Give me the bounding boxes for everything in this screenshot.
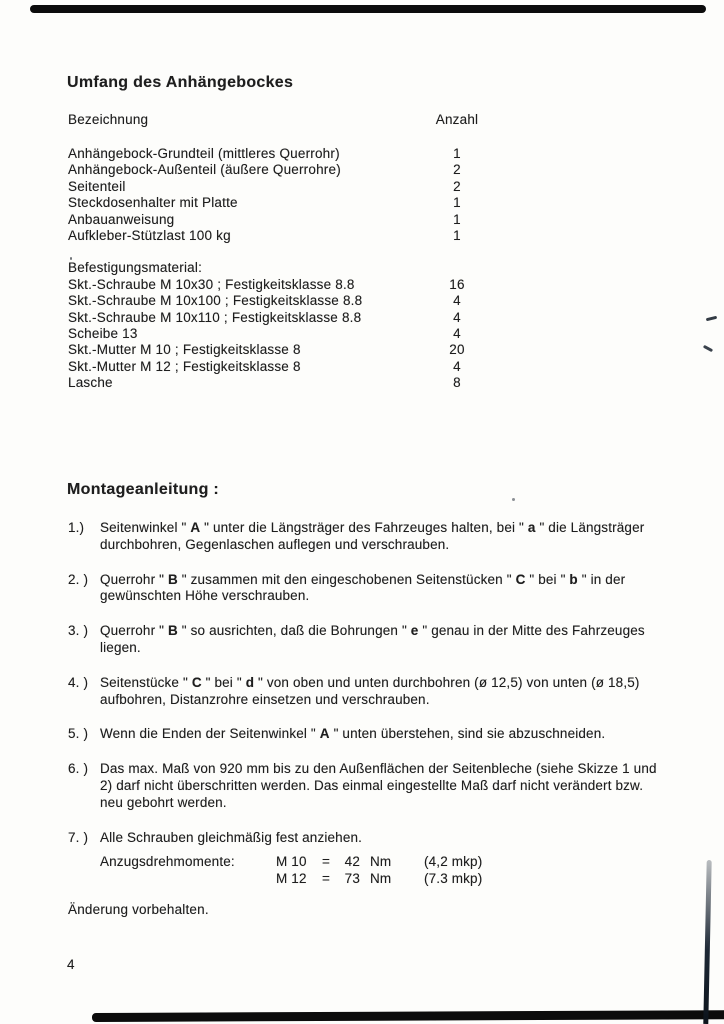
part-qty: 1 xyxy=(453,211,461,227)
parts-row xyxy=(68,359,489,375)
torque-block xyxy=(100,853,482,887)
part-qty: 4 xyxy=(453,309,461,325)
part-qty: 2 xyxy=(453,178,461,194)
part-label: Skt.-Mutter M 12 ; Festigkeitsklasse 8 xyxy=(68,358,301,374)
scan-artifact-bottom-bar xyxy=(92,1010,724,1022)
column-header-bezeichnung: Bezeichnung xyxy=(68,112,149,127)
instruction-steps xyxy=(68,520,664,846)
part-label: Skt.-Schraube M 10x110 ; Festigkeitsklasse 8.8 xyxy=(68,309,362,325)
part-qty: 1 xyxy=(453,146,461,161)
step-number: 4. ) xyxy=(68,674,89,690)
part-qty: 4 xyxy=(453,358,461,374)
change-reservation-note: Änderung vorbehalten. xyxy=(68,902,209,917)
step-text: Seitenstücke " C " bei " d " von oben und unten durchbohren (ø 12,5) von unten (ø 18,5) aufbohren, Distanzrohre einsetzen und verschrauben. xyxy=(100,674,640,707)
part-label: Seitenteil xyxy=(68,178,126,194)
scan-artifact-mark xyxy=(703,345,713,352)
torque-rows xyxy=(276,853,482,887)
step-number: 1.) xyxy=(68,520,85,535)
part-label: Skt.-Schraube M 10x30 ; Festigkeitsklasse 8.8 xyxy=(68,276,355,292)
step-number: 3. ) xyxy=(68,623,89,639)
torque-value: 73 xyxy=(344,871,360,886)
scan-artifact-speck xyxy=(512,498,515,501)
parts-row xyxy=(68,195,489,211)
part-qty: 1 xyxy=(453,195,461,211)
part-label: Anhängebock-Grundteil (mittleres Querrohr) xyxy=(68,146,340,161)
torque-alt-unit: (4,2 mkp) xyxy=(424,854,483,869)
scan-artifact-top-bar xyxy=(30,5,706,13)
page-number: 4 xyxy=(67,957,75,972)
step-text: Wenn die Enden der Seitenwinkel " A " unten überstehen, sind sie abzuschneiden. xyxy=(100,726,606,742)
step-text: Querrohr " B " zusammen mit den eingeschobenen Seitenstücken " C " bei " b " in der gewünschten Höhe verschrauben. xyxy=(100,571,626,604)
parts-table-header xyxy=(68,112,489,127)
step-number: 5. ) xyxy=(68,726,89,742)
instruction-step xyxy=(68,830,664,847)
fasteners-heading: Befestigungsmaterial: xyxy=(68,260,203,276)
part-label: Anhängebock-Außenteil (äußere Querrohre) xyxy=(68,162,341,178)
parts-section-title: Umfang des Anhängebockes xyxy=(67,74,294,91)
torque-row xyxy=(276,853,482,870)
torque-bolt: M 12 xyxy=(276,871,307,886)
parts-row xyxy=(68,162,489,178)
part-label: Anbauanweisung xyxy=(68,211,175,227)
parts-row xyxy=(68,326,489,342)
step-text: Alle Schrauben gleichmäßig fest anziehen. xyxy=(100,829,363,845)
parts-row xyxy=(68,277,489,293)
torque-value: 42 xyxy=(344,854,360,869)
parts-row xyxy=(68,342,489,358)
torque-bolt: M 10 xyxy=(276,854,307,869)
scan-artifact-right-edge-streak xyxy=(703,860,711,1024)
part-label: Aufkleber-Stützlast 100 kg xyxy=(68,228,231,244)
part-label: Scheibe 13 xyxy=(68,326,138,342)
torque-row xyxy=(276,870,482,887)
torque-equals: = xyxy=(321,854,331,869)
instruction-step xyxy=(68,520,664,554)
parts-table xyxy=(68,146,489,392)
step-number: 7. ) xyxy=(68,829,89,845)
part-qty: 20 xyxy=(449,342,465,358)
instruction-step xyxy=(68,623,664,657)
instructions-title: Montageanleitung : xyxy=(67,481,220,498)
scan-artifact-right-edge-line xyxy=(709,585,710,865)
parts-row xyxy=(68,310,489,326)
part-qty: 1 xyxy=(453,228,461,244)
column-header-anzahl: Anzahl xyxy=(435,112,479,127)
scan-artifact-mark xyxy=(706,316,717,322)
step-text: Querrohr " B " so ausrichten, daß die Bohrungen " e " genau in der Mitte des Fahrzeuges liegen. xyxy=(100,623,645,655)
step-number: 6. ) xyxy=(68,761,89,777)
part-qty: 4 xyxy=(453,293,461,309)
part-qty: 4 xyxy=(453,326,461,342)
instruction-step xyxy=(68,675,664,709)
parts-row xyxy=(68,212,489,228)
part-qty: 2 xyxy=(453,162,461,178)
parts-row xyxy=(68,228,489,244)
torque-label: Anzugsdrehmomente: xyxy=(100,854,235,869)
instruction-step xyxy=(68,572,664,606)
torque-equals: = xyxy=(321,871,331,886)
part-label: Skt.-Mutter M 10 ; Festigkeitsklasse 8 xyxy=(68,342,301,358)
part-qty: 8 xyxy=(453,375,461,391)
instruction-step xyxy=(68,726,664,743)
step-number: 2. ) xyxy=(68,571,89,587)
step-text: Seitenwinkel " A " unter die Längsträger des Fahrzeuges halten, bei " a " die Längsträger durchbohren, Gegenlaschen auflegen und verschrauben. xyxy=(100,520,645,552)
parts-row xyxy=(68,293,489,309)
part-qty: 16 xyxy=(449,276,465,292)
part-label: Skt.-Schraube M 10x100 ; Festigkeitsklasse 8.8 xyxy=(68,293,363,309)
torque-alt-unit: (7.3 mkp) xyxy=(424,871,483,886)
parts-row xyxy=(68,375,489,391)
parts-row xyxy=(68,146,489,162)
part-label: Steckdosenhalter mit Platte xyxy=(68,195,238,211)
torque-unit: Nm xyxy=(370,854,392,869)
step-text: Das max. Maß von 920 mm bis zu den Außenflächen der Seitenbleche (siehe Skizze 1 und 2) darf nicht überschritten werden. Das einmal eingestellte Maß darf nicht verändert bzw. neu gebohrt werden. xyxy=(100,761,657,810)
part-label: Lasche xyxy=(68,375,113,391)
torque-unit: Nm xyxy=(370,871,392,886)
parts-row xyxy=(68,179,489,195)
instruction-step xyxy=(68,761,664,811)
